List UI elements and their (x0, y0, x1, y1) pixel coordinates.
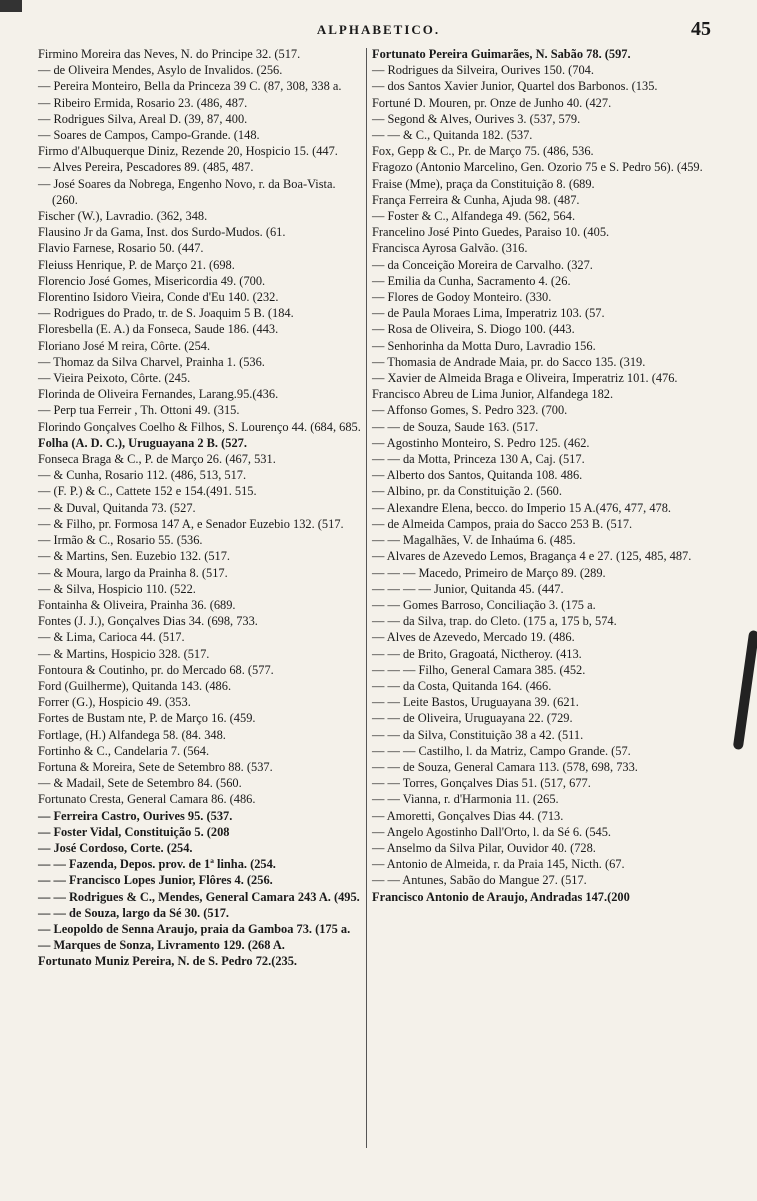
directory-entry: — & Silva, Hospicio 110. (522. (38, 581, 196, 596)
directory-entry: — & Duval, Quitanda 73. (527. (38, 500, 196, 515)
directory-entry: Folha (A. D. C.), Uruguayana 2 B. (527. (38, 435, 247, 450)
ink-mark (0, 0, 22, 12)
left-column (38, 46, 364, 970)
directory-entry: — Emilia da Cunha, Sacramento 4. (26. (372, 273, 571, 288)
directory-entry: — Ferreira Castro, Ourives 95. (537. (38, 808, 233, 823)
directory-entry: — Antonio de Almeida, r. da Praia 145, Nicth. (67. (372, 857, 625, 872)
directory-entry: — José Cordoso, Corte. (254. (38, 840, 193, 855)
directory-entry: — — de Souza, Saude 163. (517. (372, 419, 539, 434)
directory-entry: — — da Motta, Princeza 130 A, Caj. (517. (372, 452, 585, 467)
directory-entry: — — Leite Bastos, Uruguayana 39. (621. (372, 695, 579, 710)
directory-entry: — Foster & C., Alfandega 49. (562, 564. (372, 209, 576, 224)
directory-entry: — — da Silva, Constituição 38 a 42. (511. (372, 727, 584, 742)
directory-entry: — Amoretti, Gonçalves Dias 44. (713. (372, 808, 564, 823)
directory-entry: — — — Castilho, l. da Matriz, Campo Grande. (57. (372, 743, 631, 758)
directory-entry: — — de Oliveira, Uruguayana 22. (729. (372, 711, 573, 726)
directory-entry: — — Antunes, Sabão do Mangue 27. (517. (372, 873, 587, 888)
directory-entry: — Agostinho Monteiro, S. Pedro 125. (462. (372, 435, 590, 450)
directory-entry: Firmo d'Albuquerque Diniz, Rezende 20, Hospicio 15. (447. (38, 144, 338, 159)
directory-entry: Floriano José M reira, Côrte. (254. (38, 338, 211, 353)
directory-entry: — Soares de Campos, Campo-Grande. (148. (38, 128, 260, 143)
directory-entry: Fontoura & Coutinho, pr. do Mercado 68. (577. (38, 662, 274, 677)
directory-entry: Fortuné D. Mouren, pr. Onze de Junho 40. (427. (372, 95, 612, 110)
directory-entry: — Alvares de Azevedo Lemos, Bragança 4 e 27. (125, 485, 487. (372, 549, 692, 564)
directory-entry: — Rosa de Oliveira, S. Diogo 100. (443. (372, 322, 575, 337)
directory-entry: — — — Macedo, Primeiro de Março 89. (289. (372, 565, 606, 580)
directory-entry: — Thomasia de Andrade Maia, pr. do Sacco 135. (319. (372, 354, 646, 369)
directory-entry: — — Vianna, r. d'Harmonia 11. (265. (372, 792, 559, 807)
directory-entry: — Albino, pr. da Constituição 2. (560. (372, 484, 562, 499)
directory-entry: Fischer (W.), Lavradio. (362, 348. (38, 209, 208, 224)
directory-entry: — Alberto dos Santos, Quitanda 108. 486. (372, 468, 583, 483)
directory-entry: Francisco Abreu de Lima Junior, Alfandega 182. (372, 387, 614, 402)
page-title: ALPHABETICO. (316, 22, 441, 37)
directory-entry: — Segond & Alves, Ourives 3. (537, 579. (372, 111, 581, 126)
directory-entry: — Xavier de Almeida Braga e Oliveira, Imperatriz 101. (476. (372, 371, 678, 386)
directory-entry: — Flores de Godoy Monteiro. (330. (372, 290, 552, 305)
directory-entry: — — — — Junior, Quitanda 45. (447. (372, 581, 564, 596)
directory-entry: — Foster Vidal, Constituição 5. (208 (38, 824, 230, 839)
directory-entry: — & Filho, pr. Formosa 147 A, e Senador Euzebio 132. (517. (38, 516, 344, 531)
directory-entry: — & Martins, Hospicio 328. (517. (38, 646, 210, 661)
directory-entry: — — da Costa, Quitanda 164. (466. (372, 678, 552, 693)
directory-entry: — Alexandre Elena, becco. do Imperio 15 A.(476, 477, 478. (372, 500, 672, 515)
directory-entry: — Rodrigues Silva, Areal D. (39, 87, 400. (38, 111, 248, 126)
directory-entry: Fortlage, (H.) Alfandega 58. (84. 348. (38, 727, 226, 742)
directory-entry: Ford (Guilherme), Quitanda 143. (486. (38, 678, 232, 693)
directory-entry: — & Madail, Sete de Setembro 84. (560. (38, 776, 242, 791)
directory-entry: — dos Santos Xavier Junior, Quartel dos Barbonos. (135. (372, 79, 658, 94)
directory-entry: — Senhorinha da Motta Duro, Lavradio 156. (372, 338, 596, 353)
directory-entry: Fleiuss Henrique, P. de Março 21. (698. (38, 257, 235, 272)
directory-entry: — Perp tua Ferreir , Th. Ottoni 49. (315. (38, 403, 240, 418)
directory-entry: — de Oliveira Mendes, Asylo de Invalidos. (256. (38, 63, 283, 78)
directory-entry: Fortinho & C., Candelaria 7. (564. (38, 743, 210, 758)
directory-entry: Fontainha & Oliveira, Prainha 36. (689. (38, 597, 236, 612)
directory-entry: — Alves Pereira, Pescadores 89. (485, 487. (38, 160, 254, 175)
page-header (0, 18, 757, 42)
directory-entry: — Leopoldo de Senna Araujo, praia da Gamboa 73. (175 a. (38, 921, 351, 936)
directory-entry: — — de Souza, largo da Sé 30. (517. (38, 905, 230, 920)
page-number: 45 (691, 18, 711, 40)
directory-entry: — — de Brito, Gragoatá, Nictheroy. (413. (372, 646, 582, 661)
directory-entry: Fortunato Cresta, General Camara 86. (486. (38, 792, 256, 807)
directory-entry: — Rodrigues do Prado, tr. de S. Joaquim 5 B. (184. (38, 306, 294, 321)
directory-entry: Florentino Isidoro Vieira, Conde d'Eu 140. (232. (38, 290, 279, 305)
directory-entry: Florinda de Oliveira Fernandes, Larang.95.(436. (38, 387, 279, 402)
directory-entry: — (F. P.) & C., Cattete 152 e 154.(491. 515. (38, 484, 257, 499)
directory-entry: — — & C., Quitanda 182. (537. (372, 128, 533, 143)
directory-entry: — — Francisco Lopes Junior, Flôres 4. (256. (38, 873, 273, 888)
directory-entry: — Anselmo da Silva Pilar, Ouvidor 40. (728. (372, 840, 596, 855)
directory-entry: — — Fazenda, Depos. prov. de 1ª linha. (254. (38, 857, 276, 872)
directory-entry: Floresbella (E. A.) da Fonseca, Saude 186. (443. (38, 322, 279, 337)
directory-entry: — de Almeida Campos, praia do Sacco 253 B. (517. (372, 516, 633, 531)
directory-entry: — — — Filho, General Camara 385. (452. (372, 662, 586, 677)
directory-entry: — da Conceição Moreira de Carvalho. (327. (372, 257, 593, 272)
directory-entry: Fonseca Braga & C., P. de Março 26. (467, 531. (38, 452, 276, 467)
directory-entry: — Thomaz da Silva Charvel, Prainha 1. (536. (38, 354, 265, 369)
margin-ink-mark (733, 630, 757, 750)
directory-entry: — Irmão & C., Rosario 55. (536. (38, 533, 203, 548)
directory-entry: — Alves de Azevedo, Mercado 19. (486. (372, 630, 575, 645)
directory-entry: — & Cunha, Rosario 112. (486, 513, 517. (38, 468, 247, 483)
directory-entry: Francisca Ayrosa Galvão. (316. (372, 241, 528, 256)
directory-entry: Flavio Farnese, Rosario 50. (447. (38, 241, 204, 256)
directory-entry: Florencio José Gomes, Misericordia 49. (700. (38, 273, 266, 288)
directory-entry: Fortunato Muniz Pereira, N. de S. Pedro 72.(235. (38, 954, 298, 969)
directory-entry: — Angelo Agostinho Dall'Orto, l. da Sé 6. (545. (372, 824, 612, 839)
directory-entry: — Ribeiro Ermida, Rosario 23. (486, 487. (38, 95, 248, 110)
column-divider (366, 48, 367, 1148)
right-column (372, 46, 707, 905)
directory-entry: Flausino Jr da Gama, Inst. dos Surdo-Mudos. (61. (38, 225, 286, 240)
directory-entry: — & Martins, Sen. Euzebio 132. (517. (38, 549, 231, 564)
directory-entry: Florindo Gonçalves Coelho & Filhos, S. Lourenço 44. (684, 685. (38, 419, 361, 434)
directory-entry: Fortunato Pereira Guimarães, N. Sabão 78. (597. (372, 47, 631, 61)
directory-entry: — Marques de Sonza, Livramento 129. (268 A. (38, 938, 285, 953)
directory-entry: — Vieira Peixoto, Côrte. (245. (38, 371, 191, 386)
directory-entry: — José Soares da Nobrega, Engenho Novo, r. da Boa-Vista. (260. (38, 176, 336, 207)
directory-entry: — de Paula Moraes Lima, Imperatriz 103. (57. (372, 306, 605, 321)
directory-entry: — — de Souza, General Camara 113. (578, 698, 733. (372, 759, 638, 774)
directory-entry: Fortuna & Moreira, Sete de Setembro 88. (537. (38, 759, 273, 774)
directory-entry: Francelino José Pinto Guedes, Paraiso 10. (405. (372, 225, 610, 240)
directory-entry: — & Moura, largo da Prainha 8. (517. (38, 565, 228, 580)
directory-entry: — Affonso Gomes, S. Pedro 323. (700. (372, 403, 568, 418)
directory-entry: França Ferreira & Cunha, Ajuda 98. (487. (372, 192, 580, 207)
directory-entry: Fontes (J. J.), Gonçalves Dias 34. (698, 733. (38, 614, 258, 629)
directory-entry: Fraise (Mme), praça da Constituição 8. (689. (372, 176, 595, 191)
directory-entry: — & Lima, Carioca 44. (517. (38, 630, 185, 645)
directory-entry: Fortes de Bustam nte, P. de Março 16. (459. (38, 711, 256, 726)
directory-entry: — — da Silva, trap. do Cleto. (175 a, 175 b, 574. (372, 614, 617, 629)
directory-entry: Firmino Moreira das Neves, N. do Principe 32. (517. (38, 47, 301, 61)
directory-entry: Fox, Gepp & C., Pr. de Março 75. (486, 536. (372, 144, 594, 159)
directory-entry: — Pereira Monteiro, Bella da Princeza 39 C. (87, 308, 338 a. (38, 79, 342, 94)
directory-entry: — — Rodrigues & C., Mendes, General Camara 243 A. (495. (38, 889, 360, 904)
directory-entry: Forrer (G.), Hospicio 49. (353. (38, 695, 191, 710)
directory-entry: Fragozo (Antonio Marcelino, Gen. Ozorio 75 e S. Pedro 56). (459. (372, 160, 703, 175)
directory-entry: — — Magalhães, V. de Inhaúma 6. (485. (372, 533, 576, 548)
directory-entry: — — Torres, Gonçalves Dias 51. (517, 677. (372, 776, 591, 791)
directory-entry: — — Gomes Barroso, Conciliação 3. (175 a. (372, 597, 596, 612)
directory-entry: — Rodrigues da Silveira, Ourives 150. (704. (372, 63, 594, 78)
directory-entry: Francisco Antonio de Araujo, Andradas 147.(200 (372, 889, 630, 904)
